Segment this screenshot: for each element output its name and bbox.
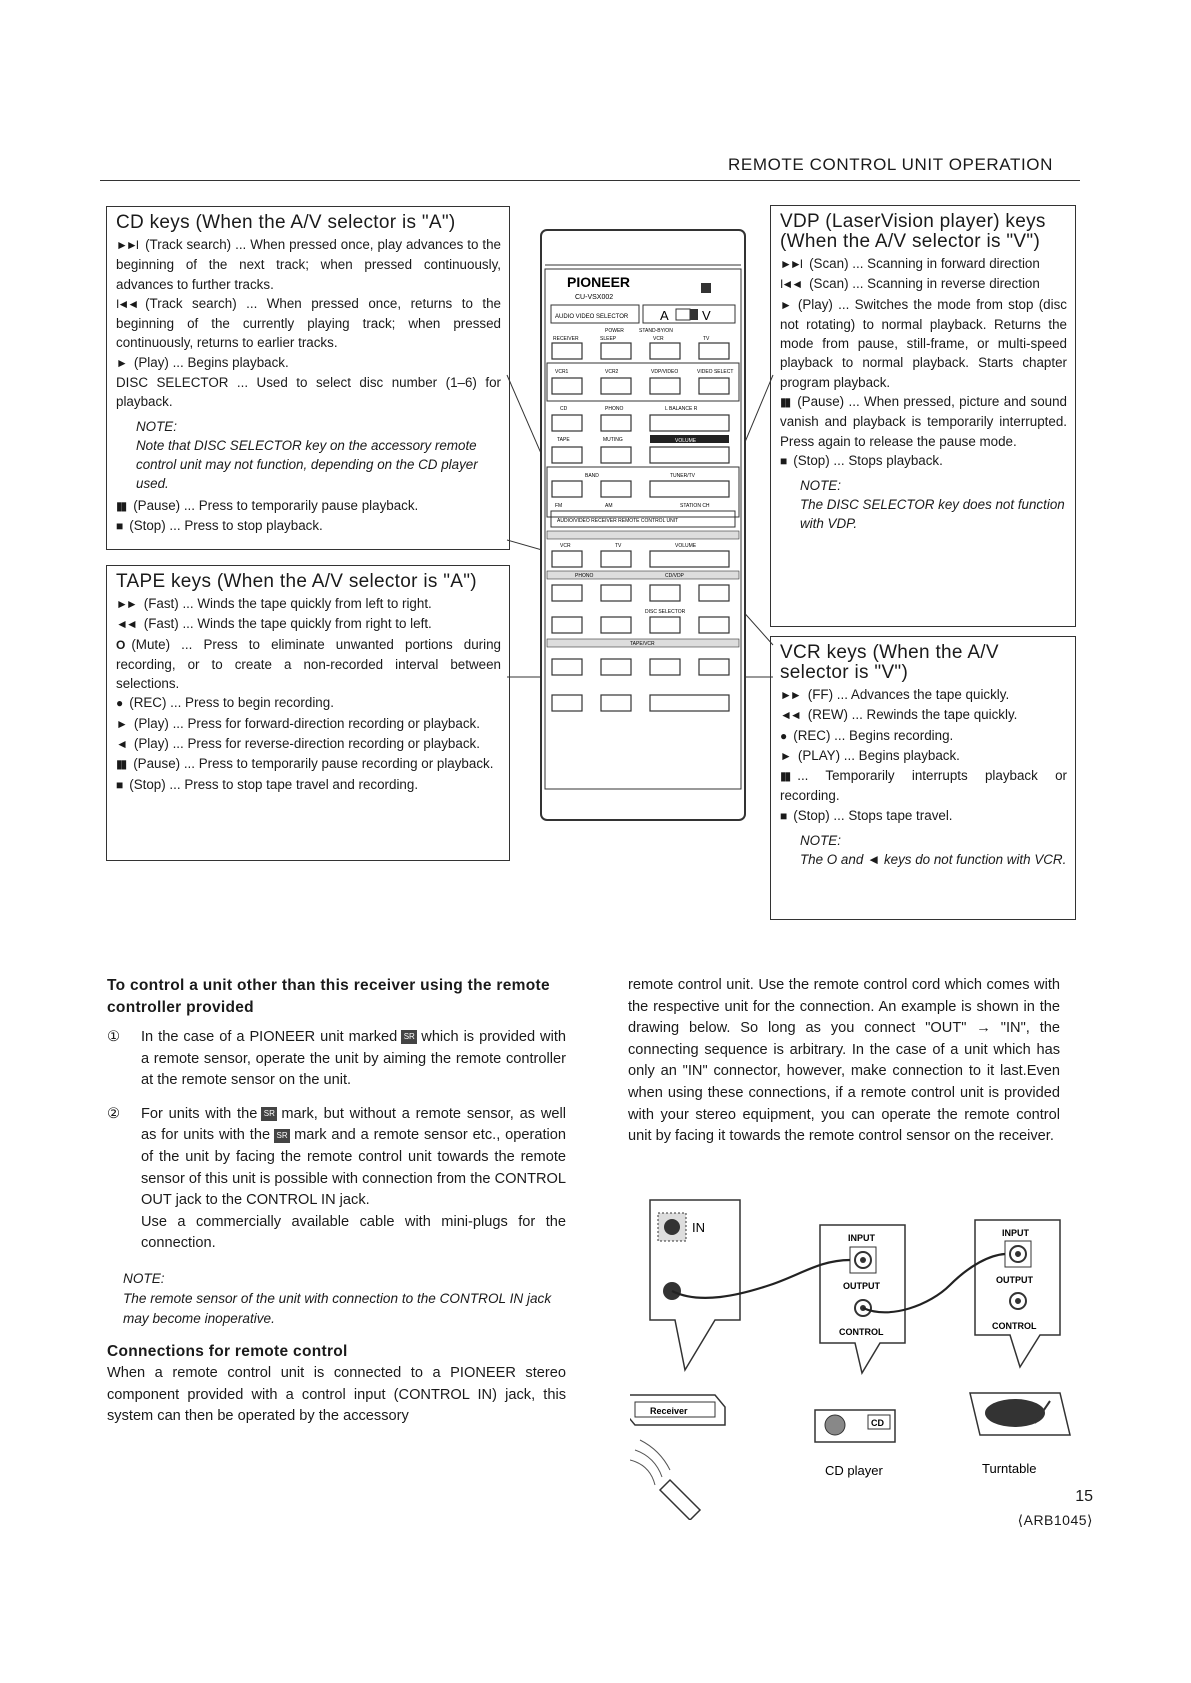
remote-tv-volume-button[interactable] <box>650 551 729 567</box>
receiver-icon <box>630 1395 725 1425</box>
connection-diagram <box>630 1195 1080 1520</box>
remote-row4-label-0: CD <box>560 406 568 412</box>
remote-station-button[interactable] <box>650 481 729 497</box>
right-column <box>628 975 1060 1148</box>
vdp-keys-box <box>770 205 1076 627</box>
remote-row1-label-1: STAND-BY/ON <box>639 328 673 334</box>
remote-control-icon <box>660 1480 700 1520</box>
turntable-icon <box>970 1393 1070 1435</box>
remote-row9-label-0: PHONO <box>575 573 594 579</box>
remote-row8-label-1: TV <box>615 543 622 549</box>
vcr-keys-box <box>770 636 1076 920</box>
remote-row5-label-1: MUTING <box>603 437 623 443</box>
cd-line-5: ▮▮ (Pause) ... Press to temporarily pause playback. <box>116 497 419 513</box>
cd-line-1: ►►I (Track search) ... When pressed once, play advances to the beginning of the next track; when pressed continuously, advances to further tracks. <box>116 237 501 292</box>
remote-vcr-ch-button[interactable] <box>552 551 582 567</box>
section-heading-other-unit: To control a unit other than this receiver using the remote controller provided <box>107 977 550 1016</box>
remote-model: CU-VSX002 <box>575 294 614 301</box>
remote-fm-button[interactable] <box>552 481 582 497</box>
cd-keys-title: CD keys (When the A/V selector is "A") <box>116 212 456 233</box>
remote-tape-rew-button[interactable] <box>650 659 680 675</box>
tape-line-4: ● (REC) ... Press to begin recording. <box>116 695 334 711</box>
vcr-line-4: ► (PLAY) ... Begins playback. <box>780 747 960 763</box>
remote-tv-power-button[interactable] <box>699 343 729 359</box>
tt-control-label: CONTROL <box>992 1321 1037 1331</box>
document-code: ⟨ARB1045⟩ <box>1017 1512 1093 1528</box>
cd-player-label: CD player <box>825 1463 883 1478</box>
remote-brand: PIONEER <box>567 274 631 290</box>
remote-tape-stop-button[interactable] <box>552 695 582 711</box>
remote-row2-label-0: RECEIVER <box>553 336 579 342</box>
remote-tv-ch-button[interactable] <box>601 551 631 567</box>
remote-phono-stop-button[interactable] <box>601 585 631 601</box>
left-note: NOTE: The remote sensor of the unit with connection to the CONTROL IN jack may become inoperative. <box>123 1270 552 1326</box>
remote-cd-button[interactable] <box>552 415 582 431</box>
remote-vcr1-button[interactable] <box>552 378 582 394</box>
remote-muting-button[interactable] <box>601 447 631 463</box>
sr-mark-icon: SR <box>261 1107 277 1121</box>
connections-body: When a remote control unit is connected to a PIONEER stereo component provided with a control input (CONTROL IN) jack, this system can then be operated by the accessory <box>107 1364 566 1425</box>
list-item-2: ② For units with the SR mark, but without a remote sensor, as well as for units with the SR mark and a remote sensor etc., operation of the unit by facing the remote control unit towards the remote sensor of this unit is possible with connection from the CONTROL OUT jack to the CONTROL IN jack. Use a commercially available cable with mini-plugs for the connection. <box>107 1105 566 1252</box>
remote-row8-label-0: VCR <box>560 543 571 549</box>
remote-volume-button[interactable] <box>650 447 729 463</box>
tape-keys-box <box>106 565 510 861</box>
page-number: 15 <box>1075 1488 1093 1505</box>
right-body: remote control unit. Use the remote control cord which comes with the respective unit for the connection. An example is shown in the drawing below. So long as you connect "OUT" → "IN", the connecting sequence is arbitrary. In the case of a unit which has only an "IN" connector, however, make connection to it last.Even when using these connections, if a remote control unit is provided with your stereo equipment, you can operate the remote control unit by facing it towards the remote control sensor on the receiver. <box>628 977 1060 1145</box>
cd-output-label: OUTPUT <box>843 1281 880 1291</box>
cd-note: NOTE: Note that DISC SELECTOR key on the accessory remote control unit may not function, depending on the CD player used. <box>136 418 478 491</box>
vdp-line-1: ►►I (Scan) ... Scanning in forward direction <box>780 256 1040 271</box>
remote-sleep-button[interactable] <box>601 343 631 359</box>
remote-row7-label-2: STATION CH <box>680 503 710 509</box>
remote-tape-rec-button[interactable] <box>552 659 582 675</box>
remote-row5-label-0: TAPE <box>557 437 570 443</box>
vdp-line-5: ■ (Stop) ... Stops playback. <box>780 452 943 468</box>
cd-line-6: ■ (Stop) ... Press to stop playback. <box>116 517 323 533</box>
remote-phono-play-button[interactable] <box>552 585 582 601</box>
remote-row1-label-0: POWER <box>605 328 624 334</box>
page-header: REMOTE CONTROL UNIT OPERATION <box>728 155 1053 174</box>
vcr-note: NOTE: The O and ◄ keys do not function with VCR. <box>800 833 1067 868</box>
remote-row6-label-1: TUNER/TV <box>670 473 695 479</box>
remote-vcr-power-button[interactable] <box>650 343 680 359</box>
remote-row9-label-1: CD/VDP <box>665 573 684 579</box>
remote-phono-button[interactable] <box>601 415 631 431</box>
remote-vdp-button[interactable] <box>650 378 680 394</box>
remote-row4-label-1: PHONO <box>605 406 624 412</box>
cd-input-label: INPUT <box>848 1233 875 1243</box>
sr-mark-icon: SR <box>274 1129 290 1143</box>
remote-balance-button[interactable] <box>650 415 729 431</box>
receiver-in-label: IN <box>692 1220 705 1235</box>
header-rule <box>100 180 1080 181</box>
remote-tape-button[interactable] <box>552 447 582 463</box>
tape-line-7: ▮▮ (Pause) ... Press to temporarily pause recording or playback. <box>116 756 494 772</box>
cd-keys-box <box>106 206 510 550</box>
remote-cd-pause-button[interactable] <box>601 617 631 633</box>
vdp-line-3: ► (Play) ... Switches the mode from stop (disc not rotating) to normal playback. Returns the mode from pause, still-frame, or multi-speed playback to normal playback. Starts chapter program playback. <box>780 296 1067 390</box>
remote-video-select-button[interactable] <box>699 378 729 394</box>
tape-line-3: O (Mute) ... Press to eliminate unwanted portions during recording, or to create a non-recorded interval between selections. <box>116 636 501 692</box>
remote-row2-label-2: VCR <box>653 336 664 342</box>
remote-row10-label-0: DISC SELECTOR <box>645 609 686 615</box>
remote-row3-label-2: VDP/VIDEO <box>651 369 679 375</box>
vdp-note: NOTE: The DISC SELECTOR key does not function with VDP. <box>800 478 1065 532</box>
tape-keys-title: TAPE keys (When the A/V selector is "A") <box>116 571 477 592</box>
remote-tape-mute-button[interactable] <box>601 659 631 675</box>
item-number-2: ② <box>107 1105 121 1122</box>
remote-row4-label-2: L BALANCE R <box>665 406 698 412</box>
remote-am-button[interactable] <box>601 481 631 497</box>
tape-line-2: ◄◄ (Fast) ... Winds the tape quickly from right to left. <box>116 616 432 632</box>
av-v-label: V <box>702 308 711 323</box>
vdp-line-2: I◄◄ (Scan) ... Scanning in reverse direction <box>780 276 1040 292</box>
av-a-label: A <box>660 308 669 323</box>
remote-disc-selector-button[interactable] <box>650 617 680 633</box>
sr-mark-icon: SR <box>401 1030 417 1044</box>
remote-cd-stop-button[interactable] <box>552 617 582 633</box>
vdp-keys-title: VDP (LaserVision player) keys (When the A/V selector is "V") <box>780 211 1046 252</box>
vcr-line-3: ● (REC) ... Begins recording. <box>780 727 954 743</box>
remote-cd-prev-button[interactable] <box>650 585 680 601</box>
cd-badge: CD <box>871 1418 884 1428</box>
remote-row5-label-2: VOLUME <box>675 438 697 444</box>
remote-tape-pause-button[interactable] <box>601 695 631 711</box>
cd-control-label: CONTROL <box>839 1327 884 1337</box>
cd-player-icon <box>815 1410 895 1442</box>
turntable-label: Turntable <box>982 1461 1037 1476</box>
cd-line-2: I◄◄ (Track search) ... When pressed once, returns to the beginning of the currently playing track; when pressed continuously, returns to earlier tracks. <box>116 295 501 351</box>
remote-tape-ff-button[interactable] <box>699 659 729 675</box>
remote-row3-label-3: VIDEO SELECT <box>697 369 734 375</box>
list-item-1: ① In the case of a PIONEER unit marked SR which is provided with a remote sensor, operate the unit by aiming the remote controller at the remote sensor on the unit. <box>107 1029 566 1089</box>
remote-row2-label-1: SLEEP <box>600 336 617 342</box>
cd-line-3: ► (Play) ... Begins playback. <box>116 354 289 370</box>
vdp-line-4: ▮▮ (Pause) ... When pressed, picture and sound vanish and playback is temporarily interrupted. Press again to release the pause mode. <box>780 394 1067 449</box>
remote-row6-label-0: BAND <box>585 473 599 479</box>
vcr-line-1: ►► (FF) ... Advances the tape quickly. <box>780 687 1010 702</box>
tt-input-label: INPUT <box>1002 1228 1029 1238</box>
item-number-1: ① <box>107 1029 121 1045</box>
tape-line-6: ◄ (Play) ... Press for reverse-direction recording or playback. <box>116 736 480 752</box>
remote-control-illustration <box>505 225 775 825</box>
vcr-line-6: ■ (Stop) ... Stops tape travel. <box>780 807 953 823</box>
av-selector-label: AUDIO VIDEO SELECTOR <box>555 314 629 320</box>
remote-cd-next-button[interactable] <box>699 585 729 601</box>
left-column <box>107 975 566 1428</box>
remote-row7-label-1: AM <box>605 503 613 509</box>
remote-section-label: AUDIO/VIDEO RECEIVER REMOTE CONTROL UNIT <box>557 518 679 524</box>
vcr-line-2: ◄◄ (REW) ... Rewinds the tape quickly. <box>780 707 1018 723</box>
remote-row7-label-0: FM <box>555 503 563 509</box>
remote-row2-label-3: TV <box>703 336 710 342</box>
tt-output-label: OUTPUT <box>996 1275 1033 1285</box>
remote-cd-play-button[interactable] <box>699 617 729 633</box>
vcr-line-5: ▮▮ ... Temporarily interrupts playback or recording. <box>780 768 1067 804</box>
remote-row3-label-0: VCR1 <box>555 369 569 375</box>
remote-receiver-button[interactable] <box>552 343 582 359</box>
tape-line-8: ■ (Stop) ... Press to stop tape travel and recording. <box>116 776 419 792</box>
tape-line-5: ► (Play) ... Press for forward-direction recording or playback. <box>116 715 480 731</box>
remote-vcr2-button[interactable] <box>601 378 631 394</box>
remote-row8-label-2: VOLUME <box>675 543 697 549</box>
remote-tape-play-button[interactable] <box>650 695 729 711</box>
svg-text:Receiver: Receiver <box>650 1406 688 1416</box>
remote-row11-label-0: TAPE/VCR <box>630 641 655 647</box>
tape-line-1: ►► (Fast) ... Winds the tape quickly from left to right. <box>116 596 432 611</box>
cd-line-4: DISC SELECTOR ... Used to select disc number (1–6) for playback. <box>116 375 501 410</box>
section-heading-connections: Connections for remote control <box>107 1342 348 1360</box>
sr-mark-icon <box>701 283 711 293</box>
remote-row3-label-1: VCR2 <box>605 369 619 375</box>
vcr-keys-title: VCR keys (When the A/V selector is "V") <box>780 642 999 683</box>
